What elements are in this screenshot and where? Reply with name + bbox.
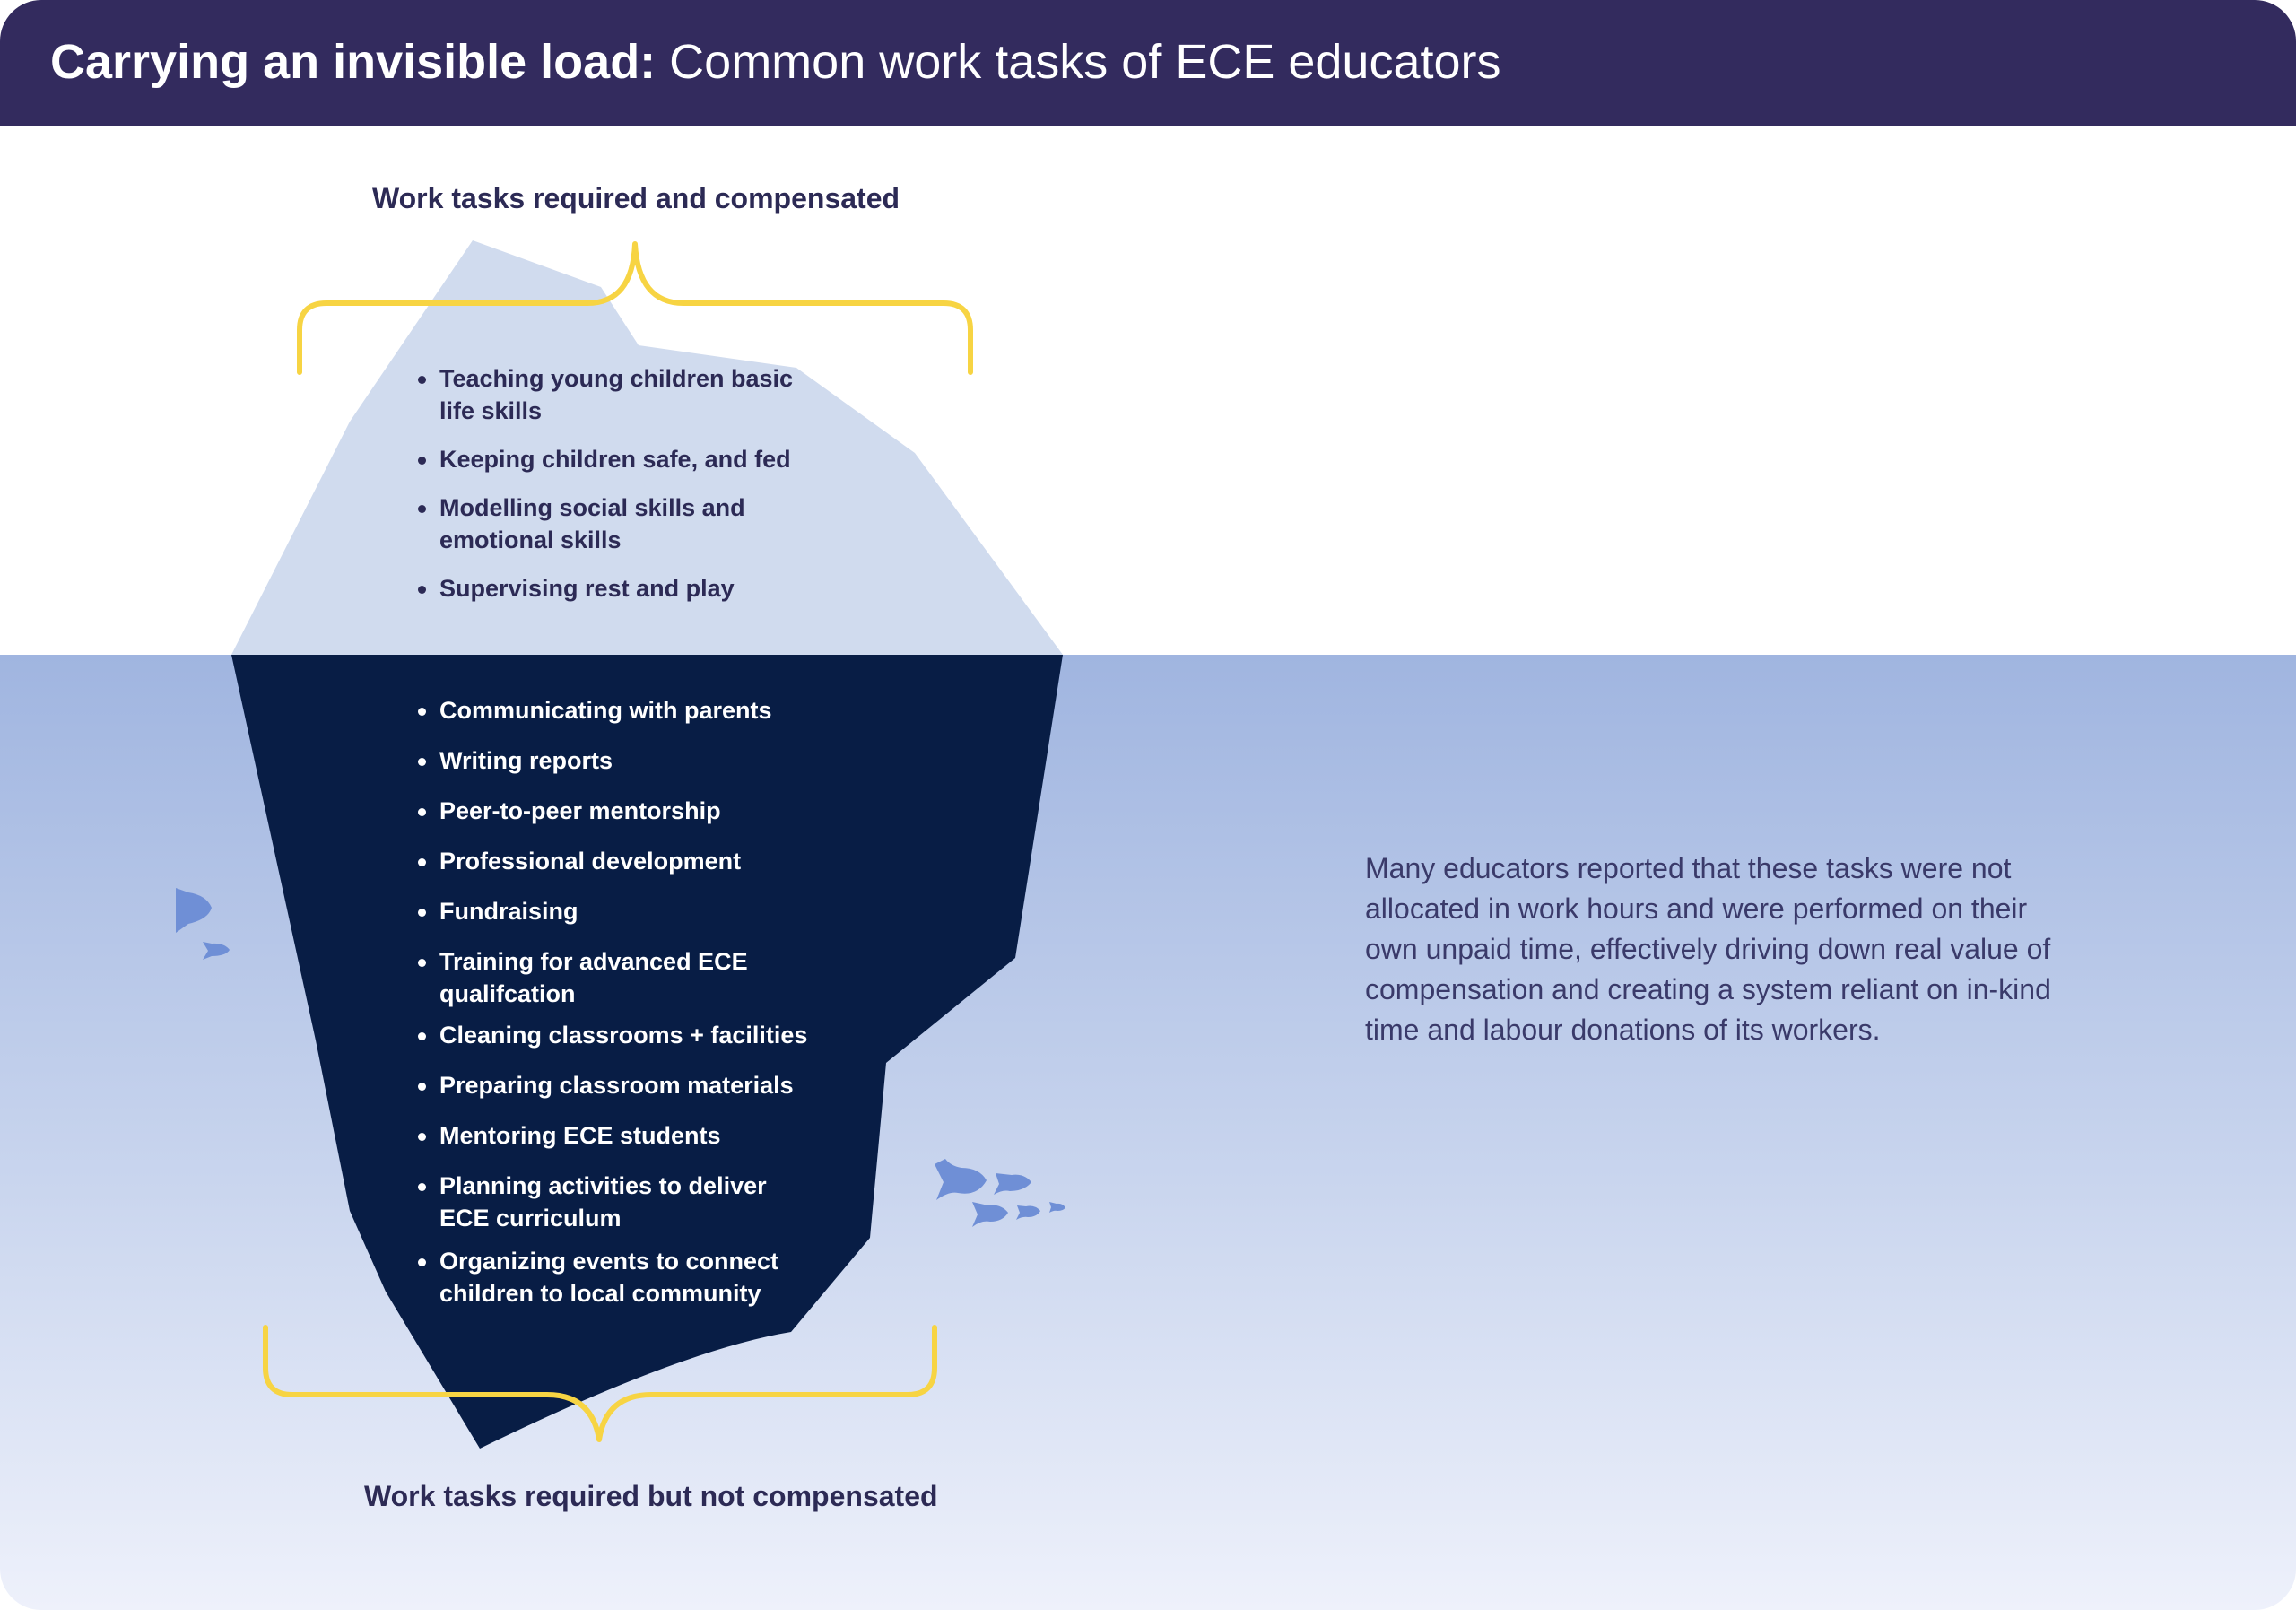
list-item: Organizing events to connect children to local community (414, 1245, 834, 1310)
fish-icon (1049, 1202, 1065, 1213)
fish-group-left (176, 888, 230, 960)
title-bold: Carrying an invisible load: (50, 35, 657, 89)
title-rest: Common work tasks of ECE educators (656, 35, 1501, 89)
page-title (50, 34, 1501, 90)
list-item: Mentoring ECE students (414, 1119, 845, 1152)
list-item: Peer-to-peer mentorship (414, 795, 845, 827)
uncompensated-task-list (414, 694, 845, 1310)
fish-icon (1016, 1205, 1040, 1220)
uncompensated-label: Work tasks required but not compensated (364, 1480, 938, 1512)
list-item: Fundraising (414, 895, 845, 927)
fish-icon (994, 1173, 1031, 1195)
compensated-label: Work tasks required and compensated (372, 182, 900, 214)
list-item: Training for advanced ECE qualifcation (414, 945, 771, 1010)
list-item: Teaching young children basic life skills (414, 362, 800, 427)
list-item: Cleaning classrooms + facilities (414, 1019, 845, 1051)
fish-icon (176, 888, 212, 933)
list-item: Modelling social skills and emotional skills (414, 492, 800, 556)
fish-icon (935, 1159, 987, 1200)
compensated-task-list (414, 362, 800, 605)
list-item: Communicating with parents (414, 694, 845, 727)
list-item: Supervising rest and play (414, 572, 800, 605)
list-item: Professional development (414, 845, 845, 877)
explanatory-note: Many educators reported that these tasks were not allocated in work hours and were performed on their own unpaid time, effectively driving down real value of compensation and creating a system reliant on in-kind time and labour donations of its workers. (1365, 852, 2051, 1046)
list-item: Writing reports (414, 744, 845, 777)
fish-icon (972, 1202, 1008, 1227)
fish-group-right (935, 1159, 1065, 1227)
list-item: Planning activities to deliver ECE curriculum (414, 1170, 798, 1234)
list-item: Preparing classroom materials (414, 1069, 845, 1101)
list-item: Keeping children safe, and fed (414, 443, 800, 475)
header-banner (0, 0, 2296, 126)
fish-icon (203, 942, 230, 960)
